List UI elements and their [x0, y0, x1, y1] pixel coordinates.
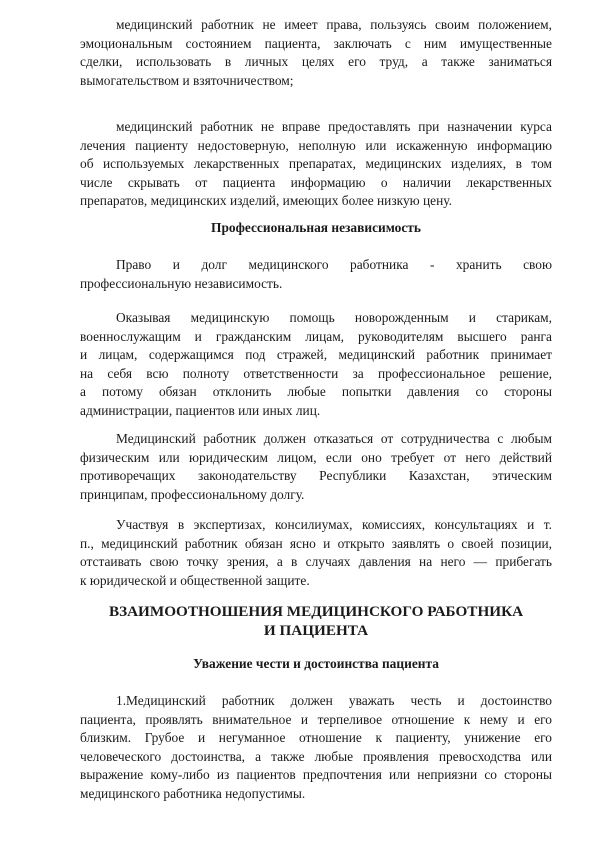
text-line: сделки, использовать в личных целях его труд, а также заниматься	[80, 54, 552, 70]
paragraph-patient-property	[80, 16, 552, 90]
text-line: медицинский работник не вправе предоставлять при назначении курса	[116, 119, 552, 134]
text-line: вымогательством и взяточничеством;	[80, 72, 294, 88]
text-line: и лицам, содержащимся под стражей, медицинский работник принимает	[80, 347, 552, 363]
heading-respect: Уважение чести и достоинства пациента	[193, 656, 439, 671]
text-line: медицинский работник не имеет права, пользуясь своим положением,	[116, 17, 552, 32]
text-line: принципам, профессиональному долгу.	[80, 486, 305, 502]
text-line: Участвуя в экспертизах, консилиумах, комиссиях, консультациях и т.	[116, 517, 552, 532]
text-line: эмоциональным состоянием пациента, заключать с ним имущественные	[80, 35, 552, 51]
text-line: 1.Медицинский работник должен уважать честь и достоинство	[116, 693, 552, 708]
paragraph-respect	[80, 692, 552, 804]
text-line: физическим или юридическим лицом, если оно требует от него действий	[80, 449, 552, 465]
heading-relations-line2: И ПАЦИЕНТА	[263, 622, 369, 639]
text-line: лечения пациенту недостоверную, неполную или искаженную информацию	[80, 137, 552, 153]
text-line: Медицинский работник должен отказаться от сотрудничества с любым	[116, 431, 552, 446]
text-line: отстаивать свою точку зрения, а в случаях давления на него — прибегать	[80, 554, 552, 570]
text-line: на себя всю полноту ответственности за профессиональное решение,	[80, 365, 552, 381]
text-line: а потому обязан отклонить любые попытки давления со стороны	[80, 384, 552, 400]
text-line: военнослужащим и гражданским лицам, руководителям высшего ранга	[80, 328, 552, 344]
text-line: профессиональную независимость.	[80, 275, 283, 291]
paragraph-misinformation	[80, 118, 552, 211]
text-line: медицинского работника недопустимы.	[80, 785, 306, 801]
paragraph-independence-duty	[80, 256, 552, 293]
text-line: противоречащих законодательству Республики Казахстан, этическим	[80, 468, 552, 484]
heading-independence: Профессиональная независимость	[211, 220, 421, 235]
text-line: выражение кому-либо из пациентов предпочтения или неприязни со стороны	[80, 767, 552, 783]
text-line: человеческого достоинства, а также любые проявления превосходства или	[80, 748, 552, 764]
text-line: пациента, проявлять внимательное и терпеливое отношение к нему и его	[80, 711, 552, 727]
text-line: близким. Грубое и негуманное отношение к пациенту, унижение его	[80, 730, 552, 746]
text-line: п., медицинский работник обязан ясно и открыто заявлять о своей позиции,	[80, 535, 552, 551]
text-line: Оказывая медицинскую помощь новорожденным и старикам,	[116, 310, 552, 325]
text-line: препаратов, медицинских изделий, имеющих более низкую цену.	[80, 193, 452, 209]
text-line: к юридической и общественной защите.	[80, 572, 310, 588]
text-line: числе скрывать от пациента информацию о наличии лекарственных	[80, 174, 552, 190]
paragraph-cooperation	[80, 430, 552, 504]
text-line: администрации, пациентов или иных лиц.	[80, 402, 321, 418]
text-line: об используемых лекарственных препаратах, медицинских изделиях, в том	[80, 156, 552, 172]
text-line: Право и долг медицинского работника - хранить свою	[116, 257, 552, 272]
paragraph-expertise	[80, 516, 552, 590]
heading-relations	[80, 602, 552, 640]
heading-relations-line1: ВЗАИМООТНОШЕНИЯ МЕДИЦИНСКОГО РАБОТНИКА	[108, 603, 524, 620]
paragraph-responsibility	[80, 309, 552, 421]
